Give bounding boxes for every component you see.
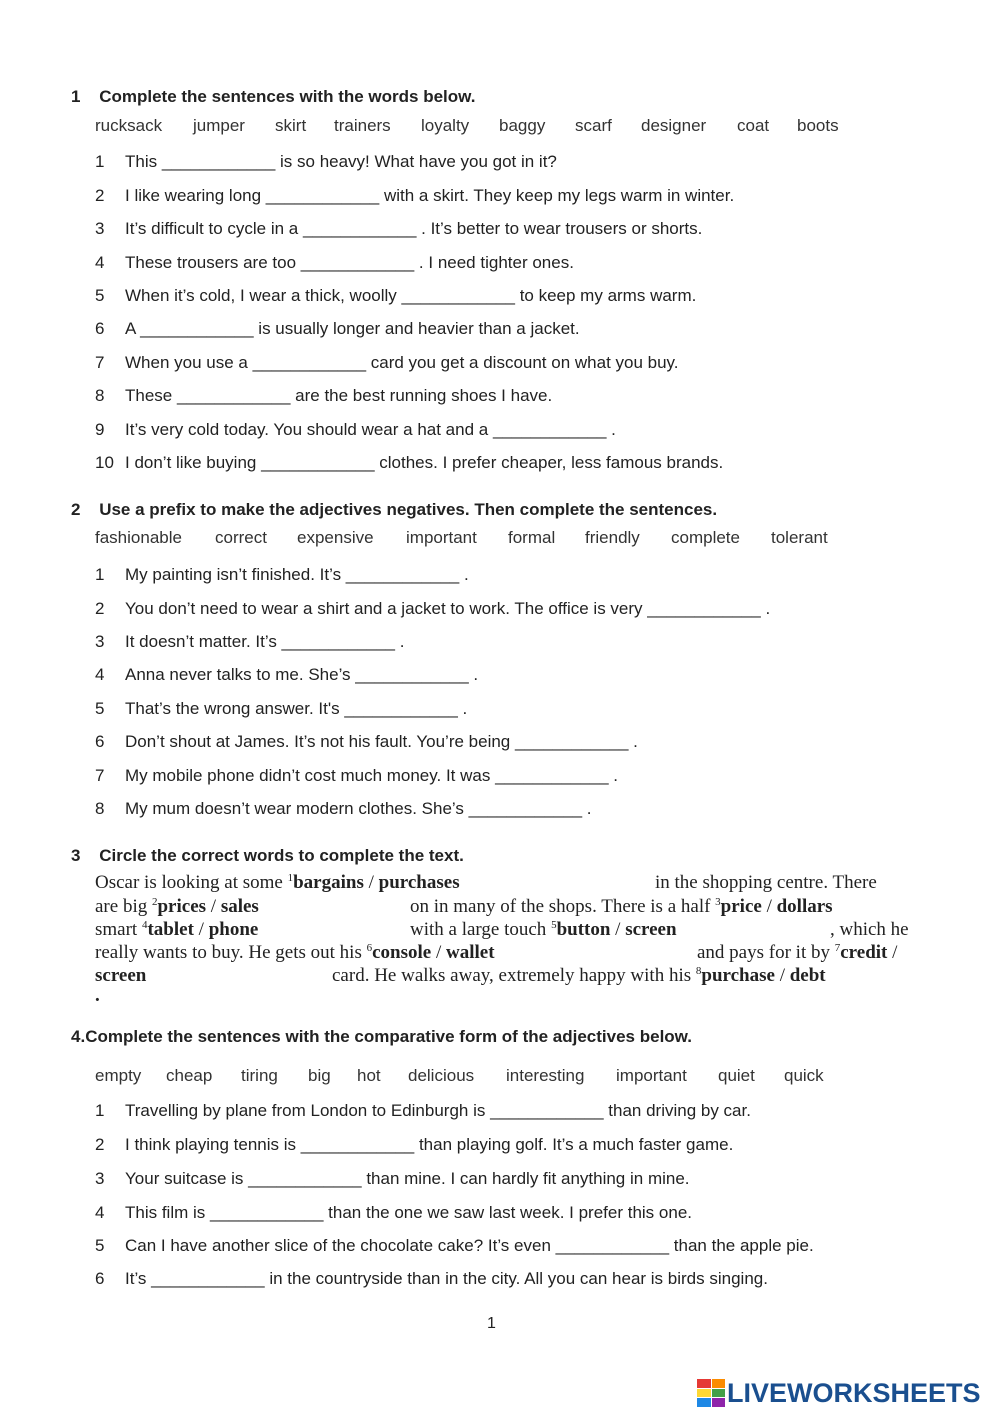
gap-number: 8 — [695, 965, 702, 977]
item-number: 4 — [95, 253, 105, 272]
item-sentence: This film is ____________ than the one we saw last week. I prefer this one. — [125, 1203, 692, 1222]
item-number: 4 — [95, 665, 105, 684]
liveworksheets-logo[interactable] — [697, 1378, 981, 1408]
exercise-4-heading — [71, 1027, 692, 1047]
item-sentence: Can I have another slice of the chocolate cake? It’s even ____________ than the apple pie. — [125, 1236, 814, 1255]
text-line — [697, 942, 897, 964]
word-bank-item: quick — [784, 1066, 824, 1085]
item-number: 1 — [95, 1101, 105, 1120]
gap-number: 6 — [366, 942, 373, 954]
gap-number: 3 — [715, 896, 721, 908]
item-sentence: I like wearing long ____________ with a skirt. They keep my legs warm in winter. — [125, 186, 735, 205]
page-number: 1 — [487, 1315, 496, 1332]
item-sentence: I don’t like buying ____________ clothes. I prefer cheaper, less famous brands. — [125, 453, 724, 472]
word-bank-item: fashionable — [95, 528, 182, 547]
item-number: 1 — [95, 565, 105, 584]
text-line — [332, 965, 826, 987]
word-bank-item: important — [616, 1066, 687, 1085]
option-a[interactable]: console — [372, 942, 432, 963]
item-number: 2 — [95, 186, 105, 205]
text-fragment: in the shopping centre. There — [655, 872, 877, 893]
exercise-4-title: Complete the sentences with the comparative form of the adjectives below. — [85, 1027, 692, 1046]
word-bank-item: trainers — [334, 116, 391, 135]
word-bank-item: tiring — [241, 1066, 278, 1085]
text-line — [95, 872, 460, 894]
word-bank-item: correct — [215, 528, 267, 547]
word-bank-item: interesting — [506, 1066, 585, 1085]
gap-number: 7 — [834, 942, 841, 954]
exercise-4-number: 4 — [71, 1027, 81, 1046]
word-bank-item: complete — [671, 528, 740, 547]
option-b[interactable]: sales — [220, 896, 259, 917]
gap-number: 1 — [287, 872, 294, 884]
item-number: 3 — [95, 1169, 105, 1188]
text-fragment: card. He walks away, extremely happy with his — [332, 965, 696, 986]
option-a[interactable]: prices — [157, 896, 207, 917]
exercise-3-heading — [71, 846, 464, 866]
text-fragment: . — [95, 985, 100, 1006]
item-sentence: My mobile phone didn’t cost much money. It was ____________ . — [125, 766, 618, 785]
text-fragment: smart — [95, 919, 142, 940]
item-sentence: This ____________ is so heavy! What have you got in it? — [125, 152, 557, 171]
option-separator: / — [887, 942, 898, 963]
item-number: 3 — [95, 632, 105, 651]
word-bank-item: big — [308, 1066, 331, 1085]
item-sentence: Travelling by plane from London to Edinburgh is ____________ than driving by car. — [125, 1101, 751, 1120]
option-b[interactable]: phone — [208, 919, 259, 940]
item-number: 9 — [95, 420, 105, 439]
option-separator: / — [761, 896, 777, 917]
item-number: 6 — [95, 732, 105, 751]
exercise-4-dot: . — [80, 1027, 86, 1046]
option-a[interactable]: price — [720, 896, 762, 917]
exercise-2-title: Use a prefix to make the adjectives negatives. Then complete the sentences. — [99, 500, 718, 519]
exercise-2-number: 2 — [71, 500, 81, 519]
option-a[interactable]: purchase — [701, 965, 775, 986]
option-separator: / — [363, 872, 379, 893]
word-bank-item: rucksack — [95, 116, 163, 135]
option-b[interactable]: dollars — [776, 896, 833, 917]
word-bank-item: friendly — [585, 528, 640, 547]
item-sentence: It’s difficult to cycle in a ____________ . It’s better to wear trousers or shorts. — [125, 219, 703, 238]
item-number: 5 — [95, 699, 105, 718]
word-bank-item: delicious — [408, 1066, 475, 1085]
text-fragment: and pays for it by — [697, 942, 835, 963]
option-separator: / — [206, 896, 221, 917]
option-b[interactable]: debt — [789, 965, 826, 986]
item-sentence: I think playing tennis is ____________ than playing golf. It’s a much faster game. — [125, 1135, 734, 1154]
exercise-2-heading — [71, 500, 717, 520]
item-sentence: Your suitcase is ____________ than mine. I can hardly fit anything in mine. — [125, 1169, 690, 1188]
exercise-3-number: 3 — [71, 846, 81, 865]
item-number: 3 — [95, 219, 105, 238]
item-number: 5 — [95, 1236, 105, 1255]
text-line — [410, 919, 677, 941]
word-bank-item: jumper — [193, 116, 245, 135]
word-bank-item: empty — [95, 1066, 142, 1085]
word-bank-item: designer — [641, 116, 707, 135]
item-sentence: My mum doesn’t wear modern clothes. She’s ____________ . — [125, 799, 592, 818]
gap-number: 4 — [141, 919, 148, 931]
word-bank-item: hot — [357, 1066, 381, 1085]
item-sentence: A ____________ is usually longer and heavier than a jacket. — [125, 319, 580, 338]
exercise-3-title: Circle the correct words to complete the text. — [99, 846, 464, 865]
item-number: 8 — [95, 386, 105, 405]
text-fragment: , which he — [830, 919, 909, 940]
option-a[interactable]: bargains — [293, 872, 364, 893]
item-number: 2 — [95, 1135, 105, 1154]
option-a[interactable]: button — [556, 919, 611, 940]
text-fragment: Oscar is looking at some — [95, 872, 288, 893]
item-sentence: You don’t need to wear a shirt and a jacket to work. The office is very ____________ . — [125, 599, 771, 618]
option-b[interactable]: wallet — [445, 942, 495, 963]
item-sentence: Anna never talks to me. She’s ____________ . — [125, 665, 479, 684]
item-number: 7 — [95, 766, 105, 785]
item-number: 4 — [95, 1203, 105, 1222]
item-number: 10 — [95, 453, 114, 472]
text-line — [95, 965, 146, 987]
option-separator: / — [431, 942, 446, 963]
word-bank-item: skirt — [275, 116, 307, 135]
text-line — [95, 942, 495, 964]
option-a[interactable]: credit — [840, 942, 888, 963]
item-sentence: My painting isn’t finished. It’s ____________ . — [125, 565, 469, 584]
word-bank-item: formal — [508, 528, 556, 547]
word-bank-item: important — [406, 528, 477, 547]
item-sentence: It’s very cold today. You should wear a hat and a ____________ . — [125, 420, 616, 439]
word-bank-item: coat — [737, 116, 770, 135]
word-bank-item: loyalty — [421, 116, 470, 135]
item-sentence: When you use a ____________ card you get a discount on what you buy. — [125, 353, 679, 372]
word-bank-item: boots — [797, 116, 839, 135]
word-bank-item: quiet — [718, 1066, 755, 1085]
item-number: 1 — [95, 152, 105, 171]
exercise-1-number: 1 — [71, 87, 81, 106]
exercise-1-heading — [71, 87, 475, 107]
word-bank-item: tolerant — [771, 528, 828, 547]
item-sentence: That’s the wrong answer. It's ____________ . — [125, 699, 468, 718]
liveworksheets-logo-text: LIVEWORKSHEETS — [727, 1377, 981, 1408]
text-fragment: on in many of the shops. There is a half — [410, 896, 716, 917]
word-bank-item: expensive — [297, 528, 374, 547]
item-number: 7 — [95, 353, 105, 372]
option-b[interactable]: purchases — [378, 872, 460, 893]
option-separator: / — [193, 919, 209, 940]
gap-number: 5 — [551, 919, 557, 931]
item-number: 2 — [95, 599, 105, 618]
item-number: 6 — [95, 1269, 105, 1288]
item-number: 8 — [95, 799, 105, 818]
exercise-1-title: Complete the sentences with the words below. — [99, 87, 476, 106]
option-a[interactable]: tablet — [147, 919, 194, 940]
word-bank-item: cheap — [166, 1066, 213, 1085]
text-fragment: are big — [95, 896, 152, 917]
option-separator: / — [610, 919, 626, 940]
item-sentence: It doesn’t matter. It’s ____________ . — [125, 632, 405, 651]
item-number: 5 — [95, 286, 105, 305]
text-line — [95, 919, 258, 941]
word-bank-item: baggy — [499, 116, 546, 135]
option-b[interactable]: screen — [625, 919, 677, 940]
word-bank-item: scarf — [575, 116, 612, 135]
text-fragment: with a large touch — [410, 919, 552, 940]
liveworksheets-logo-icon — [697, 1379, 725, 1407]
gap-number: 2 — [151, 896, 158, 908]
option-separator: / — [774, 965, 790, 986]
item-sentence: These ____________ are the best running shoes I have. — [125, 386, 553, 405]
text-fragment: really wants to buy. He gets out his — [95, 942, 367, 963]
option-b[interactable]: screen — [95, 965, 147, 986]
item-sentence: These trousers are too ____________ . I need tighter ones. — [125, 253, 574, 272]
item-sentence: It’s ____________ in the countryside than in the city. All you can hear is birds singing. — [125, 1269, 768, 1288]
item-sentence: Don’t shout at James. It’s not his fault. You’re being ____________ . — [125, 732, 638, 751]
item-number: 6 — [95, 319, 105, 338]
item-sentence: When it’s cold, I wear a thick, woolly ____________ to keep my arms warm. — [125, 286, 697, 305]
text-line — [410, 896, 833, 918]
text-line — [95, 896, 259, 918]
